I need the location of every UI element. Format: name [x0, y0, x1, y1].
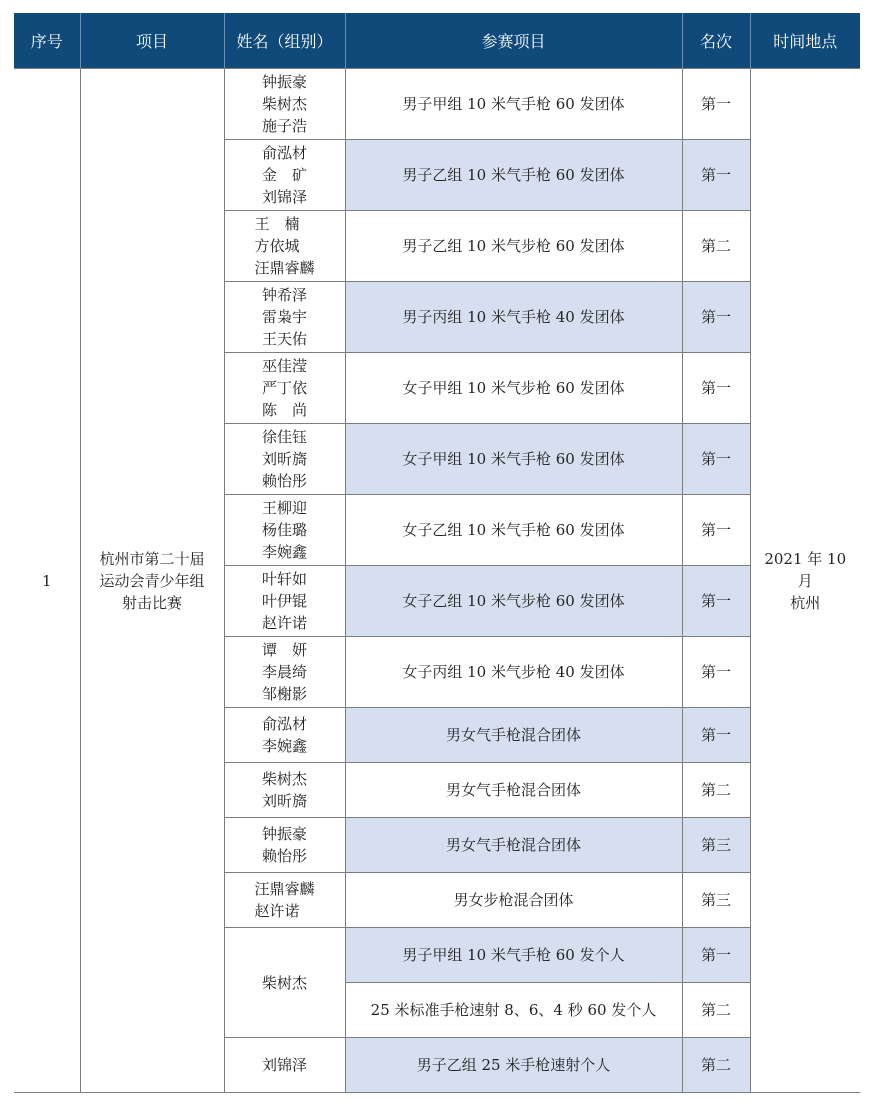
event-cell: 男女步枪混合团体: [345, 873, 682, 928]
event-cell: 女子丙组 10 米气步枪 40 发团体: [345, 637, 682, 708]
rank-cell: 第一: [682, 708, 750, 763]
name-cell: [224, 424, 345, 495]
rank-cell: 第一: [682, 140, 750, 211]
athlete-names: 柴树杰 刘昕旖: [261, 770, 307, 810]
athlete-names: 俞泓材 金 矿 刘锦泽: [261, 144, 307, 206]
name-cell: [224, 637, 345, 708]
name-cell: [224, 818, 345, 873]
header-rank: 名次: [682, 13, 750, 69]
header-name: 姓名（组别）: [224, 13, 345, 69]
time-place-cell: [750, 69, 860, 1093]
event-cell: 男子甲组 10 米气手枪 60 发团体: [345, 69, 682, 140]
event-cell: 男子乙组 10 米气手枪 60 发团体: [345, 140, 682, 211]
athlete-names: 钟振豪 柴树杰 施子浩: [261, 73, 307, 135]
event-cell: 男子乙组 25 米手枪速射个人: [345, 1038, 682, 1093]
project-line-3: 射击比赛: [121, 593, 182, 612]
name-cell: [224, 69, 345, 140]
name-cell: [224, 495, 345, 566]
name-cell: [224, 708, 345, 763]
event-cell: 男子乙组 10 米气步枪 60 发团体: [345, 211, 682, 282]
event-cell: 男女气手枪混合团体: [345, 763, 682, 818]
rank-cell: 第二: [682, 763, 750, 818]
athlete-names: 俞泓材 李婉鑫: [261, 715, 307, 755]
event-cell: 女子甲组 10 米气手枪 60 发团体: [345, 424, 682, 495]
name-cell: 刘锦泽: [224, 1038, 345, 1093]
seq-cell: 1: [14, 69, 80, 1093]
rank-cell: 第三: [682, 873, 750, 928]
event-cell: 女子乙组 10 米气手枪 60 发团体: [345, 495, 682, 566]
rank-cell: 第二: [682, 211, 750, 282]
athlete-names: 汪鼎睿麟 赵许诺: [254, 880, 315, 920]
athlete-names: 钟希泽 雷枭宇 王天佑: [261, 286, 307, 348]
header-project: 项目: [80, 13, 224, 69]
name-cell: [224, 140, 345, 211]
rank-cell: 第一: [682, 637, 750, 708]
name-cell: [224, 873, 345, 928]
name-cell: 柴树杰: [224, 928, 345, 1038]
rank-cell: 第一: [682, 69, 750, 140]
event-cell: 女子乙组 10 米气步枪 60 发团体: [345, 566, 682, 637]
event-cell: 男子甲组 10 米气手枪 60 发个人: [345, 928, 682, 983]
event-cell: 男女气手枪混合团体: [345, 818, 682, 873]
rank-cell: 第一: [682, 282, 750, 353]
time-line-1: 2021 年 10 月: [764, 549, 847, 590]
rank-cell: 第一: [682, 566, 750, 637]
header-seq: 序号: [14, 13, 80, 69]
event-cell: 女子甲组 10 米气步枪 60 发团体: [345, 353, 682, 424]
athlete-names: 叶轩如 叶伊锟 赵许诺: [261, 570, 307, 632]
header-event: 参赛项目: [345, 13, 682, 69]
athlete-names: 钟振豪 赖怡彤: [261, 825, 307, 865]
results-table: [14, 13, 860, 1093]
project-line-1: 杭州市第二十届: [99, 549, 205, 568]
rank-cell: 第二: [682, 983, 750, 1038]
athlete-names: 王柳迎 杨佳璐 李婉鑫: [261, 499, 307, 561]
name-cell: [224, 282, 345, 353]
project-line-2: 运动会青少年组: [99, 571, 205, 590]
rank-cell: 第三: [682, 818, 750, 873]
rank-cell: 第二: [682, 1038, 750, 1093]
name-cell: [224, 566, 345, 637]
name-cell: [224, 353, 345, 424]
rank-cell: 第一: [682, 353, 750, 424]
athlete-names: 谭 妍 李晨绮 邹榭影: [261, 641, 307, 703]
name-cell: [224, 763, 345, 818]
header-row: [14, 13, 860, 69]
table-row: [14, 69, 860, 140]
event-cell: 男女气手枪混合团体: [345, 708, 682, 763]
athlete-names: 徐佳钰 刘昕旖 赖怡彤: [261, 428, 307, 490]
time-line-2: 杭州: [790, 593, 821, 612]
rank-cell: 第一: [682, 495, 750, 566]
rank-cell: 第一: [682, 424, 750, 495]
rank-cell: 第一: [682, 928, 750, 983]
project-cell: [80, 69, 224, 1093]
athlete-names: 巫佳滢 严丁依 陈 尚: [261, 357, 307, 419]
event-cell: 25 米标准手枪速射 8、6、4 秒 60 发个人: [345, 983, 682, 1038]
header-time-place: 时间地点: [750, 13, 860, 69]
name-cell: [224, 211, 345, 282]
event-cell: 男子丙组 10 米气手枪 40 发团体: [345, 282, 682, 353]
athlete-names: 王 楠 方依城 汪鼎睿麟: [254, 215, 315, 277]
